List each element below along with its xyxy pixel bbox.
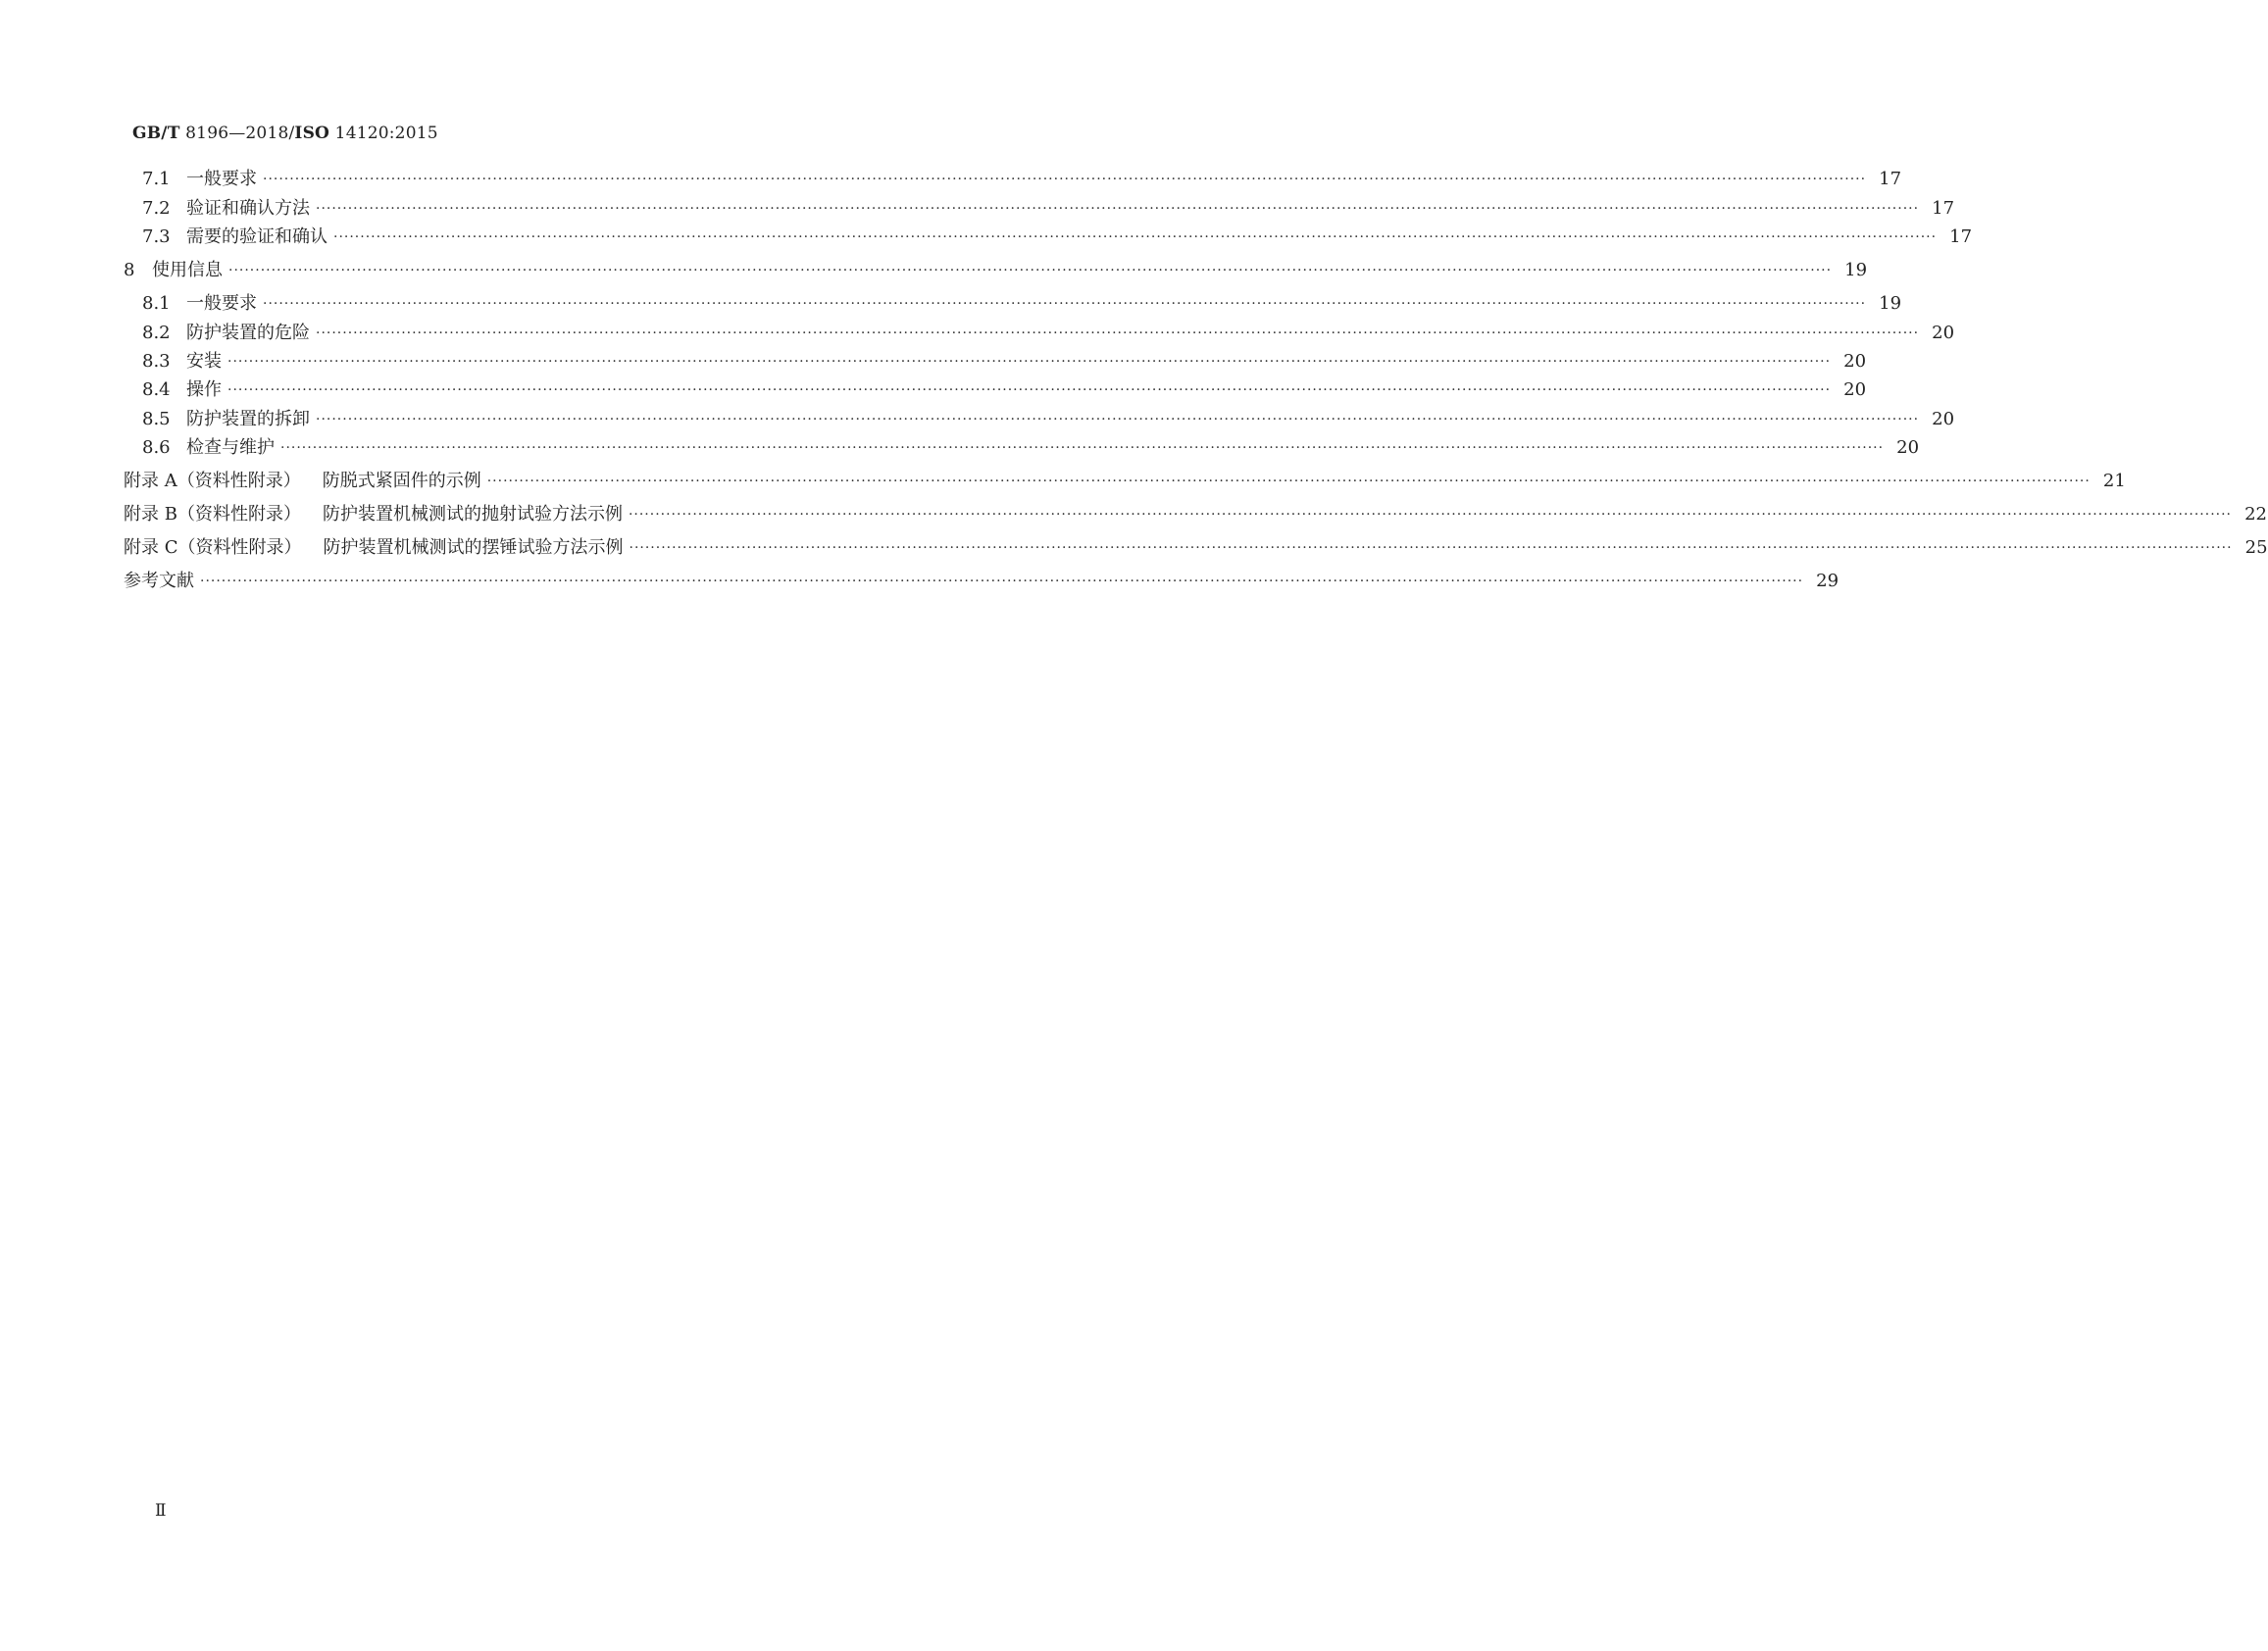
toc-entry-title: 需要的验证和确认 [186, 226, 328, 247]
toc-entry-title: 一般要求 [186, 169, 257, 189]
toc-leader-dots: ············································································································································································································································································································ [316, 325, 1920, 341]
toc-leader-dots: ············································································································································································································································································································ [263, 296, 1867, 312]
toc-entry[interactable] [142, 287, 1902, 315]
toc-leader-dots: ············································································································································································································································································································ [263, 172, 1867, 187]
toc-entry-page: 20 [1843, 351, 1867, 372]
toc-entry-number: 8 [124, 260, 135, 280]
toc-entry-title: 防护装置的拆卸 [186, 409, 310, 429]
toc-entry-title: 防护装置机械测试的抛射试验方法示例 [322, 504, 623, 525]
iso-number: 14120:2015 [334, 124, 438, 143]
toc-leader-dots: ············································································································································································································································································································ [316, 201, 1920, 217]
toc-entry-page: 29 [1816, 571, 1840, 591]
toc-entry-number: 附录 B（资料性附录） [124, 504, 301, 525]
toc-entry-title: 参考文献 [124, 571, 194, 591]
toc-entry-number: 附录 A（资料性附录） [124, 471, 301, 491]
toc-entry-number: 8.2 [142, 323, 171, 343]
toc-entry-page: 19 [1844, 260, 1868, 280]
toc-entry[interactable] [142, 221, 1973, 248]
toc-entry-number: 8.1 [142, 293, 171, 314]
toc-entry-page: 17 [1949, 226, 1973, 247]
toc-leader-dots: ············································································································································································································································································································ [629, 540, 2233, 556]
toc-entry[interactable] [124, 254, 1868, 281]
toc-leader-dots: ············································································································································································································································································································ [316, 412, 1920, 427]
toc-leader-dots: ············································································································································································································································································································ [227, 382, 1832, 398]
toc-entry[interactable] [142, 345, 1867, 373]
toc-entry-number: 附录 C（资料性附录） [124, 537, 302, 558]
toc-entry[interactable] [142, 192, 1955, 220]
standard-code-number: 8196—2018/ [185, 124, 295, 143]
toc-entry-page: 17 [1932, 198, 1955, 219]
toc-entry-title: 一般要求 [186, 293, 257, 314]
toc-entry-number: 8.6 [142, 437, 171, 458]
document-header [132, 124, 438, 143]
toc-entry-page: 19 [1879, 293, 1902, 314]
toc-entry-title: 安装 [186, 351, 222, 372]
toc-leader-dots: ············································································································································································································································································································ [486, 474, 2091, 489]
toc-leader-dots: ············································································································································································································································································································ [280, 440, 1885, 456]
toc-entry[interactable] [142, 163, 1902, 190]
toc-entry-title: 使用信息 [152, 260, 223, 280]
toc-entry-number: 7.3 [142, 226, 171, 247]
iso-prefix: ISO [294, 124, 330, 143]
toc-entry-page: 20 [1932, 409, 1955, 429]
toc-entry-page: 21 [2102, 471, 2126, 491]
toc-leader-dots: ············································································································································································································································································································ [333, 229, 1938, 245]
toc-entry[interactable] [142, 431, 1920, 459]
toc-entry-title: 防护装置的危险 [186, 323, 310, 343]
toc-leader-dots: ············································································································································································································································································································ [227, 354, 1832, 370]
standard-code-prefix: GB/T [132, 124, 180, 143]
toc-entry-page: 20 [1932, 323, 1955, 343]
toc-entry[interactable] [124, 465, 2126, 492]
toc-entry-title: 防护装置机械测试的摆锤试验方法示例 [323, 537, 624, 558]
toc-entry-number: 8.3 [142, 351, 171, 372]
toc-entry-page: 17 [1879, 169, 1902, 189]
toc-entry-number: 8.5 [142, 409, 171, 429]
toc-entry[interactable] [142, 317, 1955, 344]
toc-entry[interactable] [142, 403, 1955, 430]
toc-entry-title: 检查与维护 [186, 437, 275, 458]
toc-entry-number: 8.4 [142, 379, 171, 400]
toc-entry[interactable] [142, 374, 1867, 401]
toc-entry-title: 验证和确认方法 [186, 198, 310, 219]
toc-entry-number: 7.2 [142, 198, 171, 219]
toc-leader-dots: ············································································································································································································································································································ [200, 574, 1804, 589]
toc-entry-page: 25 [2244, 537, 2268, 558]
toc-leader-dots: ············································································································································································································································································································ [228, 263, 1833, 278]
toc-entry[interactable] [124, 498, 2268, 525]
toc-entry-number: 7.1 [142, 169, 171, 189]
toc-leader-dots: ············································································································································································································································································································ [628, 507, 2233, 523]
toc-entry-title: 操作 [186, 379, 222, 400]
toc-entry-title: 防脱式紧固件的示例 [322, 471, 481, 491]
toc-entry-page: 22 [2244, 504, 2268, 525]
toc-entry-page: 20 [1843, 379, 1867, 400]
toc-entry[interactable] [124, 565, 1840, 592]
page-number: Ⅱ [155, 1501, 167, 1521]
toc-entry[interactable] [124, 531, 2268, 559]
toc-entry-page: 20 [1896, 437, 1920, 458]
